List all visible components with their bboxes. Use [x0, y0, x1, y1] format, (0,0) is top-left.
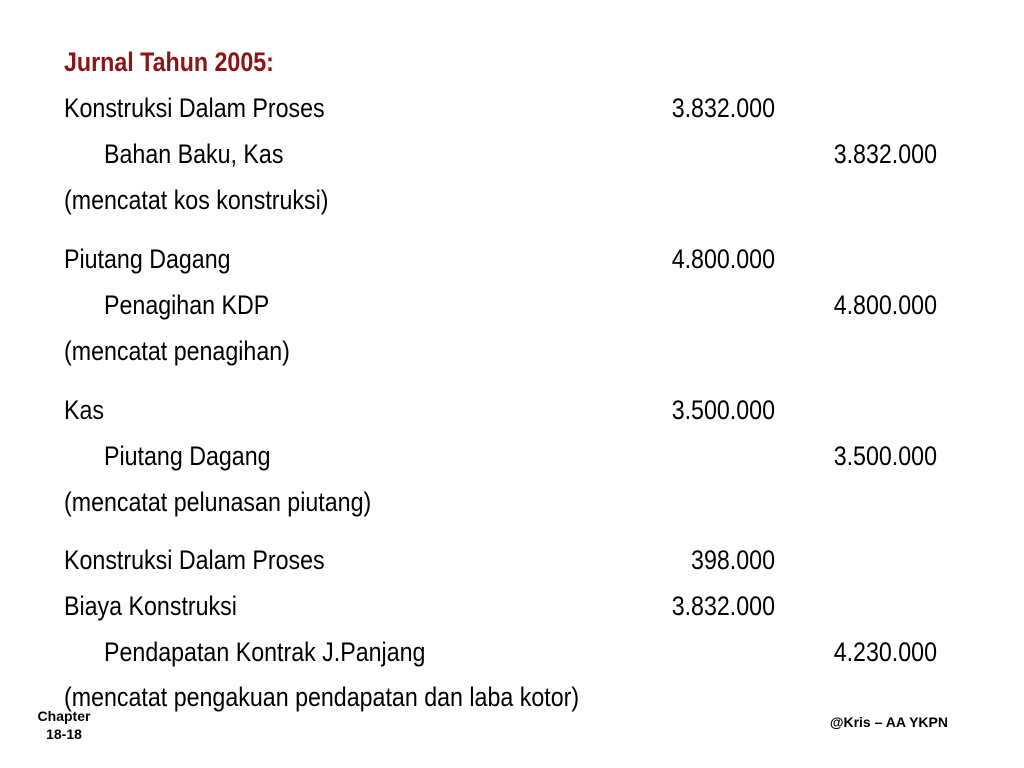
author-credit: @Kris – AA YKPN	[829, 714, 948, 730]
journal-debit-row	[0, 93, 1024, 129]
credit-account: Piutang Dagang	[104, 441, 271, 471]
debit-account: Biaya Konstruksi	[64, 591, 237, 621]
journal-note-row	[0, 185, 1024, 221]
journal-note-row	[0, 682, 1024, 718]
debit-amount: 3.500.000	[671, 395, 775, 425]
chapter-number: 18-18	[46, 726, 82, 742]
journal-debit-row	[0, 395, 1024, 431]
debit-amount: 3.832.000	[671, 93, 775, 123]
debit-account: Kas	[64, 395, 105, 425]
journal-note: (mencatat kos konstruksi)	[64, 185, 329, 215]
credit-account: Penagihan KDP	[104, 290, 270, 320]
journal-debit-row	[0, 244, 1024, 280]
journal-credit-row	[0, 441, 1024, 477]
journal-note-row	[0, 487, 1024, 523]
journal-note: (mencatat pengakuan pendapatan dan laba kotor)	[64, 682, 580, 712]
chapter-word: Chapter	[37, 708, 91, 724]
credit-account: Pendapatan Kontrak J.Panjang	[104, 637, 426, 667]
journal-note: (mencatat penagihan)	[64, 336, 290, 366]
debit-account: Konstruksi Dalam Proses	[64, 545, 325, 575]
credit-account: Bahan Baku, Kas	[104, 139, 284, 169]
chapter-label	[22, 707, 106, 743]
journal-debit-row	[0, 545, 1024, 581]
credit-amount: 3.500.000	[833, 441, 937, 471]
journal-debit-row	[0, 591, 1024, 627]
journal-credit-row	[0, 139, 1024, 175]
credit-amount: 4.800.000	[833, 290, 937, 320]
debit-amount: 398.000	[691, 545, 775, 575]
slide-title: Jurnal Tahun 2005:	[64, 47, 274, 77]
credit-amount: 4.230.000	[833, 637, 937, 667]
journal-note: (mencatat pelunasan piutang)	[64, 487, 372, 517]
debit-amount: 4.800.000	[671, 244, 775, 274]
debit-account: Konstruksi Dalam Proses	[64, 93, 325, 123]
credit-amount: 3.832.000	[833, 139, 937, 169]
debit-amount: 3.832.000	[671, 591, 775, 621]
journal-credit-row	[0, 290, 1024, 326]
debit-account: Piutang Dagang	[64, 244, 231, 274]
journal-credit-row	[0, 637, 1024, 673]
journal-note-row	[0, 336, 1024, 372]
